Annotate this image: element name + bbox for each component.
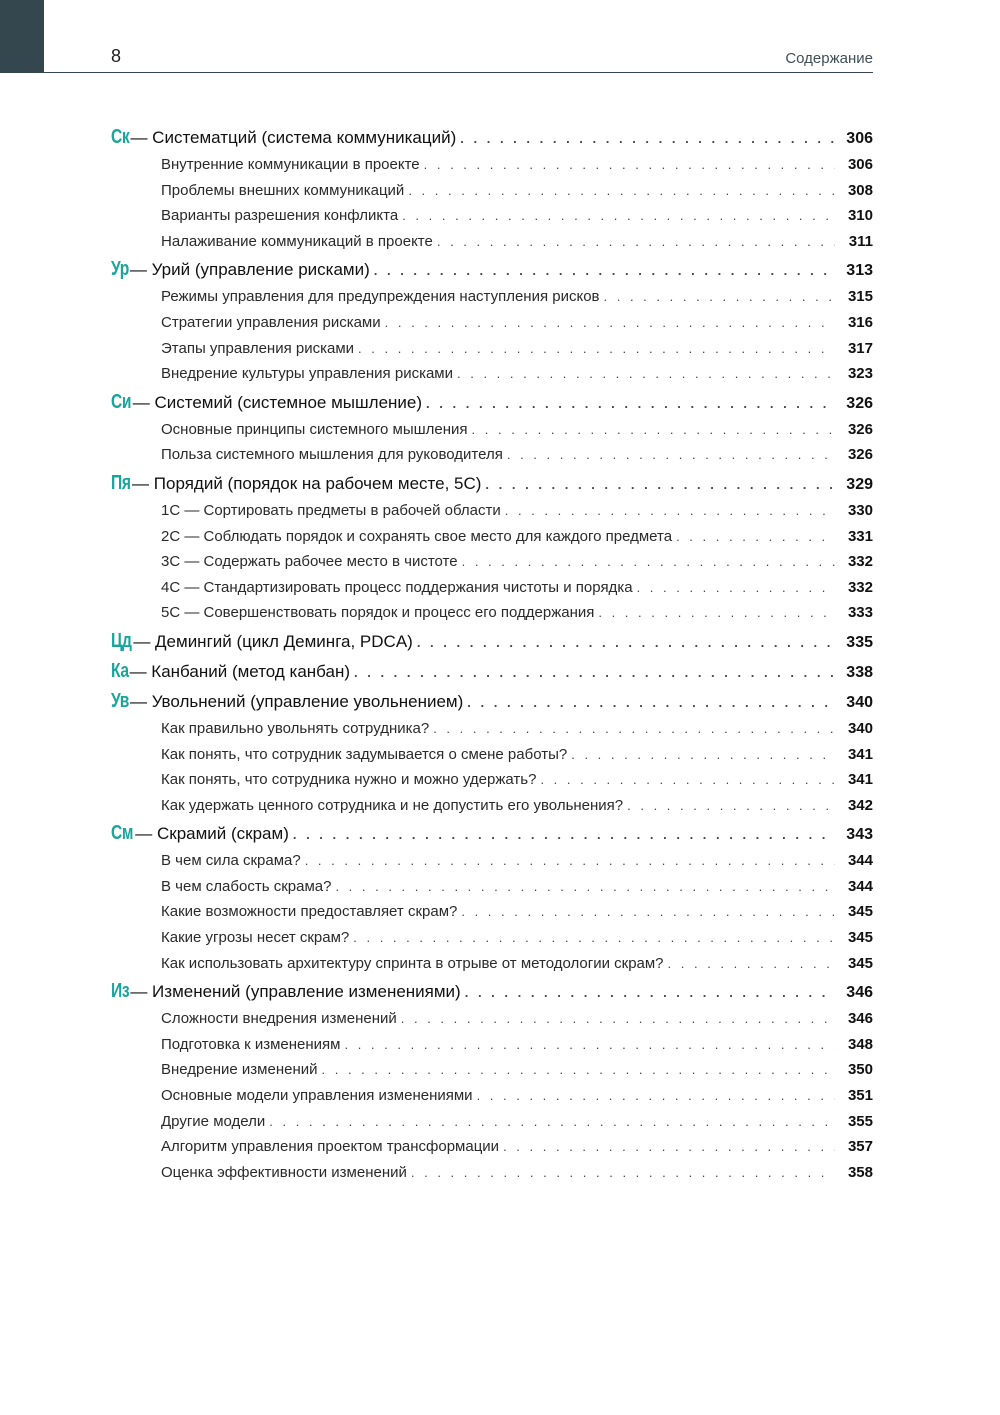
section-title: 1С — Сортировать предметы в рабочей области bbox=[161, 501, 501, 519]
chapter-page-number: 338 bbox=[846, 663, 873, 681]
section-title: Основные принципы системного мышления bbox=[161, 420, 468, 438]
section-page-number: 358 bbox=[847, 1163, 873, 1181]
section-title: В чем слабость скрама? bbox=[161, 877, 332, 895]
chapter-abbreviation: Ув bbox=[111, 689, 129, 712]
toc-section[interactable] bbox=[111, 233, 873, 259]
chapter-abbreviation: См bbox=[111, 822, 134, 845]
dot-leader bbox=[472, 422, 835, 437]
section-title: Внедрение культуры управления рисками bbox=[161, 365, 453, 383]
toc-section[interactable] bbox=[111, 446, 873, 472]
chapter-title: — Изменений (управление изменениями) bbox=[130, 982, 461, 1002]
chapter-abbreviation: Си bbox=[111, 390, 132, 413]
toc-chapter[interactable] bbox=[111, 126, 873, 156]
dot-leader bbox=[460, 131, 835, 146]
toc-section[interactable] bbox=[111, 955, 873, 981]
toc-section[interactable] bbox=[111, 502, 873, 528]
section-title: Как использовать архитектуру спринта в отрыве от методологии скрам? bbox=[161, 954, 664, 972]
toc-section[interactable] bbox=[111, 156, 873, 182]
chapter-title: — Порядий (порядок на рабочем месте, 5С) bbox=[132, 473, 482, 493]
chapter-page-number: 306 bbox=[846, 130, 873, 147]
toc-section[interactable] bbox=[111, 1138, 873, 1164]
section-title: Как правильно увольнять сотрудника? bbox=[161, 719, 430, 737]
section-title: Другие модели bbox=[161, 1112, 266, 1130]
section-title: Варианты разрешения конфликта bbox=[161, 207, 399, 225]
toc-chapter[interactable] bbox=[111, 472, 873, 502]
dot-leader bbox=[402, 208, 835, 223]
section-page-number: 326 bbox=[847, 420, 873, 438]
section-page-number: 346 bbox=[847, 1010, 873, 1028]
toc-chapter[interactable] bbox=[111, 980, 873, 1010]
dot-leader bbox=[598, 605, 835, 620]
dot-leader bbox=[540, 772, 835, 787]
section-page-number: 345 bbox=[847, 903, 873, 921]
dot-leader bbox=[503, 1139, 835, 1154]
section-page-number: 348 bbox=[847, 1035, 873, 1053]
section-title: Как понять, что сотрудника нужно и можно удержать? bbox=[161, 771, 537, 789]
section-page-number: 330 bbox=[847, 501, 873, 519]
dot-leader bbox=[385, 315, 835, 330]
toc-section[interactable] bbox=[111, 421, 873, 447]
section-page-number: 350 bbox=[847, 1061, 873, 1079]
chapter-abbreviation: Ур bbox=[111, 258, 129, 281]
dot-leader bbox=[457, 366, 835, 381]
toc-section[interactable] bbox=[111, 771, 873, 797]
toc-section[interactable] bbox=[111, 1113, 873, 1139]
toc-section[interactable] bbox=[111, 182, 873, 208]
running-head: Содержание bbox=[785, 50, 873, 67]
dot-leader bbox=[604, 289, 835, 304]
table-of-contents bbox=[111, 126, 873, 1189]
header-rule bbox=[44, 72, 873, 73]
toc-chapter[interactable] bbox=[111, 258, 873, 288]
section-title: Какие угрозы несет скрам? bbox=[161, 929, 350, 947]
dot-leader bbox=[505, 503, 835, 518]
dot-leader bbox=[354, 665, 835, 680]
section-title: 3С — Содержать рабочее место в чистоте bbox=[161, 553, 458, 571]
section-page-number: 311 bbox=[848, 232, 873, 250]
dot-leader bbox=[305, 853, 835, 868]
section-page-number: 323 bbox=[847, 365, 873, 383]
section-page-number: 331 bbox=[847, 527, 873, 545]
toc-section[interactable] bbox=[111, 746, 873, 772]
toc-section[interactable] bbox=[111, 528, 873, 554]
section-page-number: 341 bbox=[847, 745, 873, 763]
toc-section[interactable] bbox=[111, 797, 873, 823]
section-page-number: 341 bbox=[847, 771, 873, 789]
toc-section[interactable] bbox=[111, 1164, 873, 1190]
chapter-abbreviation: Из bbox=[111, 980, 130, 1003]
section-title: Как понять, что сотрудник задумывается о смене работы? bbox=[161, 745, 568, 763]
chapter-page-number: 313 bbox=[846, 262, 873, 280]
chapter-page-number: 340 bbox=[846, 693, 873, 711]
toc-section[interactable] bbox=[111, 1061, 873, 1087]
dot-leader bbox=[322, 1062, 836, 1077]
section-title: Польза системного мышления для руководителя bbox=[161, 446, 503, 464]
toc-chapter[interactable] bbox=[111, 660, 873, 690]
dot-leader bbox=[293, 827, 835, 842]
chapter-title: — Урий (управление рисками) bbox=[129, 260, 370, 280]
chapter-page-number: 346 bbox=[846, 984, 873, 1002]
section-title: Алгоритм управления проектом трансформации bbox=[161, 1138, 500, 1156]
toc-section[interactable] bbox=[111, 1010, 873, 1036]
chapter-title: — Канбаний (метод канбан) bbox=[129, 661, 351, 681]
toc-section[interactable] bbox=[111, 1036, 873, 1062]
section-title: Режимы управления для предупреждения наступления рисков bbox=[161, 288, 600, 306]
section-page-number: 326 bbox=[847, 446, 873, 464]
dot-leader bbox=[467, 695, 835, 710]
chapter-abbreviation: Ск bbox=[111, 126, 130, 148]
dot-leader bbox=[358, 341, 835, 356]
dot-leader bbox=[627, 798, 835, 813]
section-page-number: 316 bbox=[847, 313, 873, 331]
section-page-number: 357 bbox=[847, 1138, 873, 1156]
section-page-number: 344 bbox=[847, 877, 873, 895]
section-page-number: 332 bbox=[847, 553, 873, 571]
corner-color-block bbox=[0, 0, 44, 73]
dot-leader bbox=[571, 747, 835, 762]
section-title: Проблемы внешних коммуникаций bbox=[161, 181, 405, 199]
dot-leader bbox=[353, 930, 835, 945]
dot-leader bbox=[437, 234, 835, 249]
toc-section[interactable] bbox=[111, 314, 873, 340]
toc-section[interactable] bbox=[111, 365, 873, 391]
dot-leader bbox=[433, 721, 835, 736]
chapter-abbreviation: Ка bbox=[111, 659, 129, 682]
section-page-number: 333 bbox=[847, 604, 873, 622]
dot-leader bbox=[426, 396, 835, 411]
section-title: Как удержать ценного сотрудника и не допустить его увольнения? bbox=[161, 796, 624, 814]
toc-chapter[interactable] bbox=[111, 822, 873, 852]
dot-leader bbox=[408, 183, 835, 198]
chapter-title: — Увольнений (управление увольнением) bbox=[129, 691, 464, 711]
section-page-number: 355 bbox=[847, 1112, 873, 1130]
section-title: Сложности внедрения изменений bbox=[161, 1010, 397, 1028]
dot-leader bbox=[344, 1037, 835, 1052]
dot-leader bbox=[374, 263, 835, 278]
chapter-page-number: 335 bbox=[846, 633, 873, 651]
section-page-number: 345 bbox=[847, 954, 873, 972]
toc-section[interactable] bbox=[111, 903, 873, 929]
section-title: Основные модели управления изменениями bbox=[161, 1087, 473, 1105]
section-title: Налаживание коммуникаций в проекте bbox=[161, 232, 433, 250]
toc-section[interactable] bbox=[111, 288, 873, 314]
dot-leader bbox=[417, 635, 835, 650]
chapter-abbreviation: Цд bbox=[111, 629, 132, 652]
chapter-page-number: 343 bbox=[846, 826, 873, 844]
toc-section[interactable] bbox=[111, 553, 873, 579]
toc-chapter[interactable] bbox=[111, 690, 873, 720]
toc-section[interactable] bbox=[111, 340, 873, 366]
section-page-number: 342 bbox=[847, 796, 873, 814]
dot-leader bbox=[269, 1114, 835, 1129]
section-title: Какие возможности предоставляет скрам? bbox=[161, 903, 458, 921]
section-title: Оценка эффективности изменений bbox=[161, 1163, 407, 1181]
section-title: 4С — Стандартизировать процесс поддержания чистоты и порядка bbox=[161, 578, 633, 596]
section-page-number: 351 bbox=[847, 1087, 873, 1105]
dot-leader bbox=[676, 529, 835, 544]
dot-leader bbox=[401, 1011, 835, 1026]
chapter-abbreviation: Пя bbox=[111, 471, 131, 494]
toc-section[interactable] bbox=[111, 929, 873, 955]
dot-leader bbox=[411, 1165, 835, 1180]
section-page-number: 310 bbox=[847, 207, 873, 225]
section-page-number: 332 bbox=[847, 578, 873, 596]
section-page-number: 315 bbox=[847, 288, 873, 306]
dot-leader bbox=[668, 956, 835, 971]
section-title: 5С — Совершенствовать порядок и процесс его поддержания bbox=[161, 604, 595, 622]
chapter-title: — Скрамий (скрам) bbox=[135, 824, 289, 844]
section-title: Внутренние коммуникации в проекте bbox=[161, 156, 420, 173]
section-title: Этапы управления рисками bbox=[161, 339, 355, 357]
dot-leader bbox=[507, 447, 835, 462]
dot-leader bbox=[477, 1088, 835, 1103]
chapter-title: — Системий (системное мышление) bbox=[132, 392, 423, 412]
toc-section[interactable] bbox=[111, 852, 873, 878]
section-page-number: 344 bbox=[847, 852, 873, 870]
toc-chapter[interactable] bbox=[111, 391, 873, 421]
chapter-page-number: 326 bbox=[846, 394, 873, 412]
section-page-number: 308 bbox=[847, 181, 873, 199]
section-title: Подготовка к изменениям bbox=[161, 1035, 341, 1053]
toc-section[interactable] bbox=[111, 579, 873, 605]
dot-leader bbox=[461, 904, 835, 919]
dot-leader bbox=[335, 879, 835, 894]
section-page-number: 345 bbox=[847, 929, 873, 947]
toc-section[interactable] bbox=[111, 207, 873, 233]
chapter-page-number: 329 bbox=[846, 475, 873, 493]
section-title: Стратегии управления рисками bbox=[161, 313, 381, 331]
section-page-number: 306 bbox=[847, 156, 873, 173]
section-page-number: 340 bbox=[847, 719, 873, 737]
section-title: 2С — Соблюдать порядок и сохранять свое место для каждого предмета bbox=[161, 527, 673, 545]
toc-section[interactable] bbox=[111, 878, 873, 904]
chapter-title: — Демингий (цикл Деминга, PDCA) bbox=[133, 631, 413, 651]
dot-leader bbox=[485, 477, 835, 492]
dot-leader bbox=[637, 580, 835, 595]
section-title: В чем сила скрама? bbox=[161, 852, 301, 870]
toc-chapter[interactable] bbox=[111, 630, 873, 660]
toc-section[interactable] bbox=[111, 1087, 873, 1113]
dot-leader bbox=[462, 554, 835, 569]
chapter-title: — Систематций (система коммуникаций) bbox=[130, 128, 457, 147]
toc-section[interactable] bbox=[111, 604, 873, 630]
page-number: 8 bbox=[111, 46, 122, 66]
toc-section[interactable] bbox=[111, 720, 873, 746]
section-title: Внедрение изменений bbox=[161, 1061, 318, 1079]
dot-leader bbox=[465, 985, 835, 1000]
dot-leader bbox=[424, 157, 835, 172]
section-page-number: 317 bbox=[847, 339, 873, 357]
